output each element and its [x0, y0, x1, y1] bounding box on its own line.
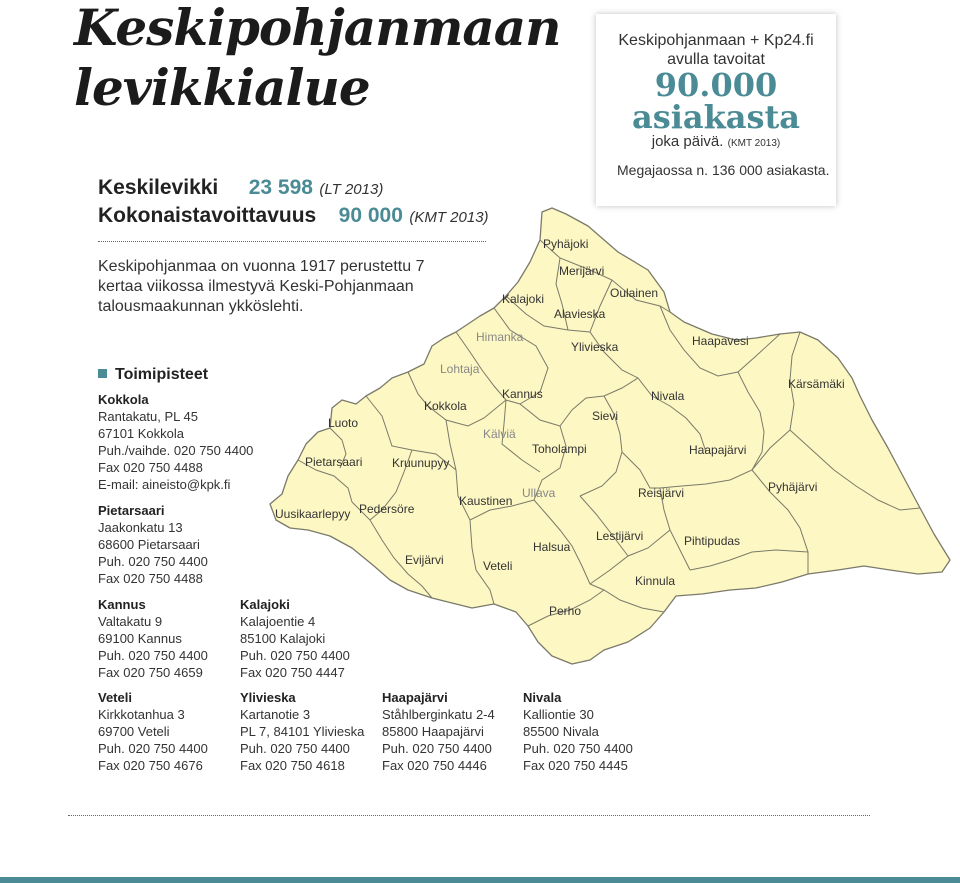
stat-label: Keskilevikki — [98, 176, 219, 199]
map-label: Toholampi — [532, 442, 587, 456]
office-line: Fax 020 750 4447 — [240, 665, 345, 680]
office-name: Kokkola — [98, 392, 149, 407]
map-label: Pyhäjoki — [543, 237, 589, 251]
office-line: 69700 Veteli — [98, 724, 170, 739]
map-region-outline — [270, 208, 950, 664]
office-line: Fax 020 750 4618 — [240, 758, 345, 773]
office-line: 69100 Kannus — [98, 631, 182, 646]
map-label: Kruunupyy — [392, 456, 450, 470]
callout-source: (KMT 2013) — [727, 138, 781, 149]
map-label: Kalajoki — [502, 292, 545, 306]
map-label: Haapavesi — [692, 334, 749, 348]
map-label: Perho — [549, 604, 582, 618]
office-line: Fax 020 750 4445 — [523, 758, 628, 773]
office-line: Puh. 020 750 4400 — [240, 648, 350, 663]
bottom-divider — [68, 815, 870, 816]
callout-unit: asiakasta — [631, 98, 801, 136]
office-line: Kalliontie 30 — [523, 707, 594, 722]
title-line-2: levikkialue — [74, 58, 370, 117]
map-label: Lestijärvi — [596, 529, 644, 543]
office-line: Kartanotie 3 — [240, 707, 311, 722]
callout-number: 90.000 — [654, 66, 778, 104]
map-label: Himanka — [476, 330, 524, 344]
title-line-1: Keskipohjanmaan — [74, 0, 561, 57]
map-label: Ylivieska — [571, 340, 619, 354]
office-line: Puh. 020 750 4400 — [98, 741, 208, 756]
office-line: Ståhlberginkatu 2-4 — [382, 707, 495, 722]
map-label: Nivala — [651, 389, 685, 403]
office-line: Puh./vaihde. 020 750 4400 — [98, 443, 254, 458]
office-name: Nivala — [523, 690, 562, 705]
map-label: Oulainen — [610, 286, 659, 300]
bottom-accent-bar — [0, 877, 960, 883]
office-line: Jaakonkatu 13 — [98, 520, 183, 535]
map-label: Kinnula — [635, 574, 676, 588]
map-label: Lohtaja — [440, 362, 480, 376]
office-name: Haapajärvi — [382, 690, 448, 705]
offices-heading-label: Toimipisteet — [115, 366, 209, 383]
office-line: Fax 020 750 4446 — [382, 758, 487, 773]
intro-text: Keskipohjanmaa on vuonna 1917 perustettu 7 kertaa viikossa ilmestyvä Keski-Pohjanmaan talousmaakunnan ykköslehti. — [98, 258, 425, 315]
office-line: 67101 Kokkola — [98, 426, 185, 441]
stat-unit: (LT 2013) — [319, 181, 384, 198]
office-email[interactable]: E-mail: aineisto@kpk.fi — [98, 477, 231, 492]
stat-value: 90 000 — [338, 204, 403, 227]
map-label: Haapajärvi — [689, 443, 747, 457]
office-line: Puh. 020 750 4400 — [382, 741, 492, 756]
office-line: Puh. 020 750 4400 — [240, 741, 350, 756]
office-line: Valtakatu 9 — [98, 614, 163, 629]
office-line: Puh. 020 750 4400 — [98, 554, 208, 569]
map-label: Pedersöre — [359, 502, 415, 516]
office-line: 85500 Nivala — [523, 724, 599, 739]
map-label: Kälviä — [483, 427, 516, 441]
office-name: Kalajoki — [240, 597, 290, 612]
map-label: Kärsämäki — [788, 377, 845, 391]
office-line: Kalajoentie 4 — [240, 614, 316, 629]
office-name: Veteli — [98, 690, 132, 705]
office-line: Fax 020 750 4676 — [98, 758, 203, 773]
office-line: PL 7, 84101 Ylivieska — [240, 724, 365, 739]
map-label: Alavieska — [554, 307, 606, 321]
office-line: Puh. 020 750 4400 — [523, 741, 633, 756]
map-label: Pietarsaari — [305, 455, 363, 469]
office-line: Puh. 020 750 4400 — [98, 648, 208, 663]
map-label: Sievi — [592, 409, 619, 423]
map-label: Halsua — [533, 540, 571, 554]
callout-frequency: joka päivä. — [651, 133, 724, 150]
map-label: Veteli — [483, 559, 513, 573]
office-line: Fax 020 750 4659 — [98, 665, 203, 680]
map-label: Evijärvi — [405, 553, 444, 567]
office-line: 85800 Haapajärvi — [382, 724, 484, 739]
stat-label: Kokonaistavoittavuus — [98, 204, 317, 227]
office-line: 68600 Pietarsaari — [98, 537, 200, 552]
callout-line-1: Keskipohjanmaan + Kp24.fi — [618, 32, 814, 49]
office-name: Kannus — [98, 597, 146, 612]
office-name: Ylivieska — [240, 690, 296, 705]
map-label: Kannus — [502, 387, 543, 401]
office-line: Fax 020 750 4488 — [98, 460, 203, 475]
map-label: Pyhäjärvi — [768, 480, 818, 494]
stat-unit: (KMT 2013) — [409, 209, 489, 226]
map-label: Kaustinen — [459, 494, 513, 508]
map-label: Luoto — [328, 416, 359, 430]
map-label: Ullava — [522, 486, 556, 500]
map-label: Reisjärvi — [638, 486, 685, 500]
office-line: Fax 020 750 4488 — [98, 571, 203, 586]
callout-mega: Megajaossa n. 136 000 asiakasta. — [617, 162, 830, 178]
callout-line-2: avulla tavoitat — [667, 51, 765, 68]
map-label: Pihtipudas — [684, 534, 741, 548]
stat-value: 23 598 — [248, 176, 313, 199]
office-line: 85100 Kalajoki — [240, 631, 326, 646]
office-name: Pietarsaari — [98, 503, 165, 518]
map-label: Uusikaarlepyy — [275, 507, 351, 521]
map-label: Kokkola — [424, 399, 467, 413]
office-line: Rantakatu, PL 45 — [98, 409, 198, 424]
office-line: Kirkkotanhua 3 — [98, 707, 185, 722]
map-label: Merijärvi — [559, 264, 605, 278]
